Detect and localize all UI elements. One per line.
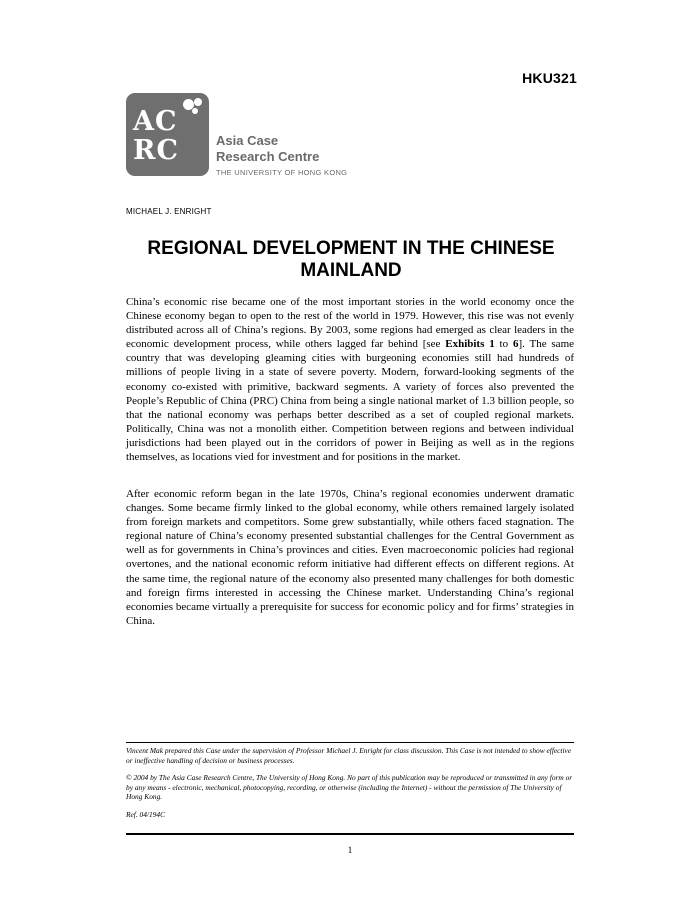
logo-letters-line2: RC <box>133 135 179 166</box>
footnote-reference: Ref. 04/194C <box>126 810 166 819</box>
footer-divider <box>126 833 574 835</box>
document-title <box>126 238 576 282</box>
logo-letters <box>133 107 179 165</box>
acrc-logo <box>126 93 209 176</box>
paragraph-2: After economic reform began in the late 1970s, China’s regional economies underwent dramatic changes. Some became firmly linked to the global economy, while others remained largely isolated from foreign markets and competitors. Some grew substantially, while others faced stagnation. The regional nature of China’s economy presented substantial challenges for the Central Government as well as for governments in China’s provinces and cities. Even macroeconomic policies had regional overtones, and the national economic reform initiative had different effects on different regions. At the same time, the regional nature of the economy also presented many challenges for both domestic and foreign firms interested in accessing the Chinese market. Understanding China’s regional economies became virtually a prerequisite for success for economic policy and for firms’ strategies in China. <box>126 488 574 627</box>
title-line2: MAINLAND <box>300 260 402 281</box>
org-name-line1: Asia Case <box>216 133 279 148</box>
paragraph-1 <box>126 295 574 464</box>
logo-dot-small <box>192 108 198 114</box>
organization-name <box>216 133 319 165</box>
title-line1: REGIONAL DEVELOPMENT IN THE CHINESE <box>147 238 555 259</box>
footnote-copyright: © 2004 by The Asia Case Research Centre, The University of Hong Kong. No part of this publication may be reproduced or transmitted in any form or by any means - electronic, mechanical, photocopying, recording, or otherwise (including the Internet) - without the permission of The University of Hong Kong. <box>126 773 573 802</box>
university-name: THE UNIVERSITY OF HONG KONG <box>216 168 348 177</box>
exhibits-to: to <box>494 338 513 351</box>
author-name: MICHAEL J. ENRIGHT <box>126 207 212 216</box>
logo-letters-line1: AC <box>133 106 178 137</box>
exhibits-reference: Exhibits 1 <box>445 338 495 351</box>
exhibits-end: 6 <box>512 338 519 351</box>
footnote-preparation: Vincent Mak prepared this Case under the supervision of Professor Michael J. Enright for class discussion. This Case is not intended to show effective or ineffective handling of decision or business processes. <box>126 746 572 765</box>
org-name-line2: Research Centre <box>216 149 320 164</box>
case-id: HKU321 <box>522 70 577 86</box>
paragraph-1-part1: China’s economic rise became one of the most important stories in the world economy once the Chinese economy began to open to the rest of the world in 1979. However, this rise was not evenly distributed across all of China’s regions. By 2003, some regions had emerged as clear leaders in the economic development process, while others lagged far behind [see <box>126 296 574 351</box>
logo-dot-medium <box>194 98 202 106</box>
page-number: 1 <box>347 845 353 855</box>
paragraph-1-part2: ]. The same country that was developing gleaming cities with burgeoning economies still had hundreds of millions of people living in a state of severe poverty. Modern, forward-looking segments of the economy co-existed with primitive, backward segments. A variety of forces also prevented the People’s Republic of China (PRC) China from being a single national market of 1.3 billion people, so that the national economy was perhaps better described as a set of coupled regional markets. Politically, China was not a monolith either. Competition between regions and between individual jurisdictions had been played out in the corridors of power in Beijing as well as in the regions themselves, as locations vied for investment and for positions in the market. <box>126 338 575 464</box>
footnote-divider <box>126 742 574 743</box>
